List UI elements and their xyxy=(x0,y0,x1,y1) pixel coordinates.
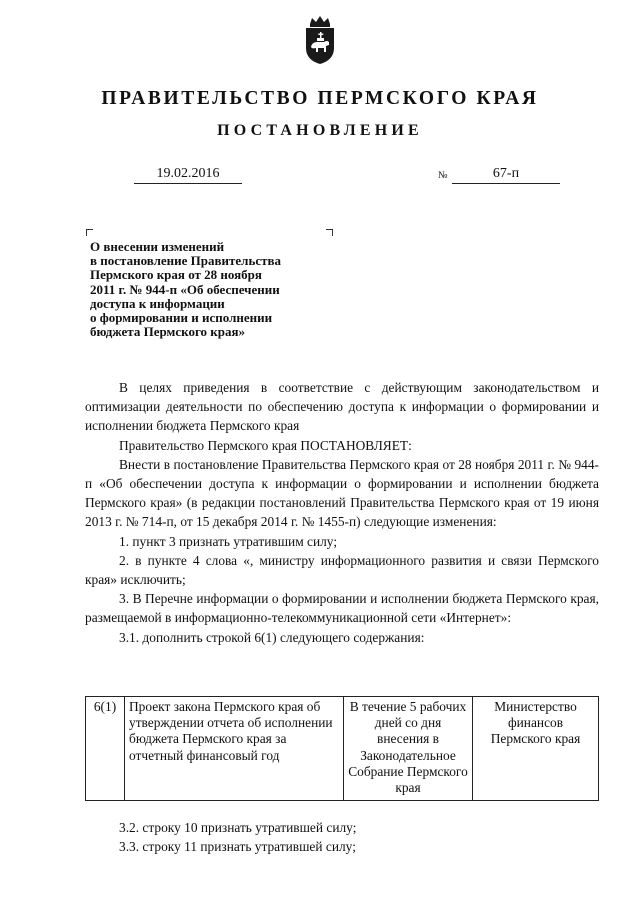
row-number-cell: 6(1) xyxy=(86,697,125,801)
subject-line: бюджета Пермского края» xyxy=(90,324,246,340)
subject-line: Пермского края от 28 ноября xyxy=(90,267,262,283)
document-date: 19.02.2016 xyxy=(134,165,242,184)
item-3: 3. В Перечне информации о формировании и исполнении бюджета Пермского края, размещаемой в информационно-телекоммуникационной сети «Интернет»: xyxy=(85,591,599,626)
number-sign: № xyxy=(438,170,448,181)
document-subject xyxy=(90,240,330,339)
government-title: ПРАВИТЕЛЬСТВО ПЕРМСКОГО КРАЯ xyxy=(101,88,539,109)
subject-line: в постановление Правительства xyxy=(90,253,282,269)
subject-line: о формировании и исполнении xyxy=(90,310,273,326)
item-3-2: 3.2. строку 10 признать утратившей силу; xyxy=(119,820,357,835)
subject-corner-left xyxy=(86,229,93,236)
subject-line: О внесении изменений xyxy=(90,239,225,254)
table-row xyxy=(86,697,599,801)
intro-paragraph: Внести в постановление Правительства Пермского края от 28 ноября 2011 г. № 944-п «Об обеспечении доступа к информации о формировании и исполнении бюджета Пермского края» (в редакции постановлений Правительства Пермского края от 19 июня 2013 г. № 714-п, от 15 декабря 2014 г. № 1455-п) следующие изменения: xyxy=(85,456,599,530)
item-3-1: 3.1. дополнить строкой 6(1) следующего содержания: xyxy=(119,629,425,645)
item-1: 1. пункт 3 признать утратившим силу; xyxy=(119,533,338,549)
item-2: 2. в пункте 4 слова «, министру информационного развития и связи Пермского края» исключить; xyxy=(85,552,599,588)
subject-corner-right xyxy=(326,229,333,236)
subject-line: 2011 г. № 944-п «Об обеспечении xyxy=(90,281,280,297)
item-3-3: 3.3. строку 11 признать утратившей силу; xyxy=(119,839,356,855)
document-body xyxy=(85,378,599,647)
subject-line: доступа к информации xyxy=(90,295,225,311)
info-cell: Проект закона Пермского края об утверждении отчета об исполнении бюджета Пермского края за отчетный финансовый год xyxy=(125,697,344,801)
preamble-paragraph: В целях приведения в соответствие с действующим законодательством и оптимизации деятельности по обеспечению доступа к информации о формировании и исполнении бюджета Пермского края xyxy=(85,380,599,434)
term-cell: В течение 5 рабочих дней со дня внесения в Законодательное Собрание Пермского края xyxy=(344,697,473,801)
document-number: 67-п xyxy=(452,165,560,184)
document-body-continued xyxy=(85,818,599,856)
coat-of-arms-icon xyxy=(300,14,340,66)
resolves-paragraph: Правительство Пермского края ПОСТАНОВЛЯЕТ: xyxy=(119,437,412,453)
list-table xyxy=(85,696,599,801)
document-type: ПОСТАНОВЛЕНИЕ xyxy=(217,122,423,139)
responsible-cell: Министерство финансов Пермского края xyxy=(473,697,599,801)
